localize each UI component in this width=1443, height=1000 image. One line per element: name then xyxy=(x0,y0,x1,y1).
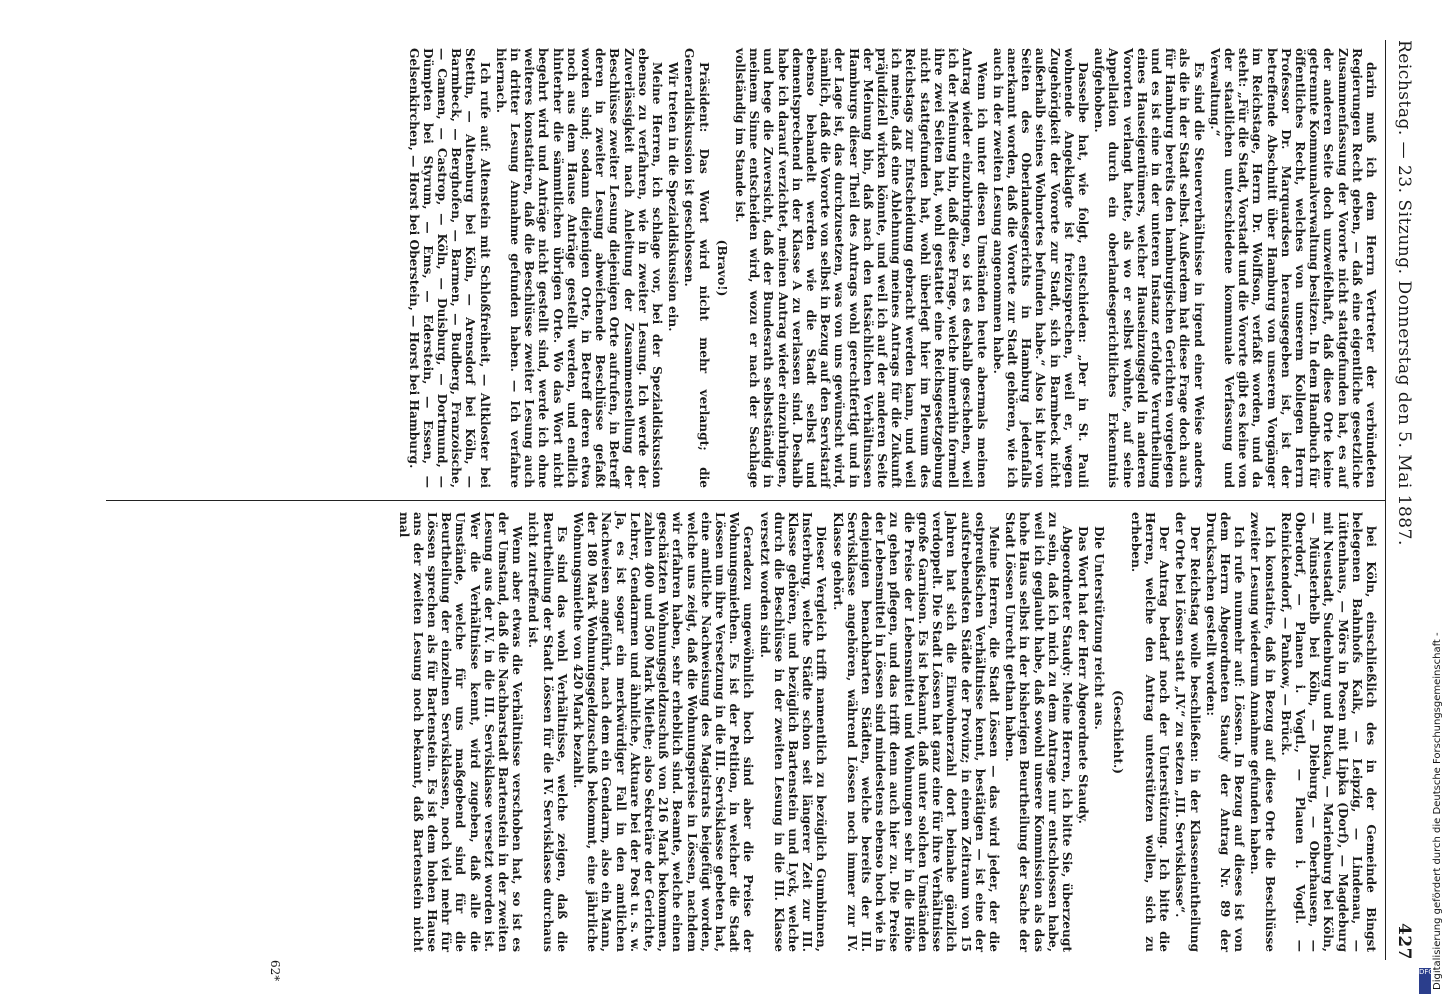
paragraph: Wenn aber etwas die Verhältnisse verschoben hat, so ist es der Umstand, daß die Nachbarstadt Bartenstein in der zweiten Lesung aus der IV. in die III. Servisklasse versetzt worden ist. Wer die Verhältnisse kennt, wird zugeben, daß alle die Umstände, welche für uns maßgebend sind für die Beurtheilung der einzelnen Servisklassen, noch viel mehr für Lössen sprechen als für Bartenstein. Es ist dem hohen Hause ans der zweiten Lesung noch bekannt, daß Bartenstein nicht mal xyxy=(396,512,525,952)
right-column xyxy=(108,512,1378,952)
digitization-note: Digitalisierung gefördert durch die Deutsche Forschungsgemeinschaft - xyxy=(1432,632,1443,990)
page-number: 427 xyxy=(1394,923,1414,960)
paragraph: Es sind die Steuerverhältnisse in irgend einer Weise anders als die in der Stadt selbst. Außerdem hat diese Frage doch auch für Hamburg bereits den hamburgischen Gerichten vorgelegen und es ist eine in der unteren Instanz erfolgte Verurtheilung eines Hauseigentümers, welcher Hauseinzugsgeld in anderen Vororten verlangt hatte, als wo er selbst wohnte, auf seine Appellation durch ein oberlandesgerichtliches Erkenntnis aufgehoben. xyxy=(1092,48,1206,488)
paragraph: Dieser Vergleich trifft namentlich zu bezüglich Gumbinnen, Insterburg, welche Städte schon seit längerer Zeit zur III. Klasse gehören, und bezüglich Bartenstein und Lyck, welche durch die Beschlüsse in der zweiten Lesung in die III. Klasse versetzt worden sind. xyxy=(757,512,829,952)
paragraph: Abgeordneter Staudy: Meine Herren, ich bitte Sie, überzeugt zu sein, daß ich mich zu dem Antrage nur entschlossen habe, weil ich geglaubt habe, daß sowohl unsere Kommission als das hohe Haus selbst in der bisherigen Beurtheilung der Sache der Stadt Lössen Unrecht gethan haben. xyxy=(1003,512,1074,952)
paragraph: Wir treten in die Spezialdiskussion ein. xyxy=(666,62,681,332)
paragraph: Geradezu ungewöhnlich hoch sind aber die Preise der Wohnungsmiethen. Es ist der Petition, in welcher die Stadt Lössen um ihre Versetzung in die III. Servisklasse gebeten hat, eine amtliche Nachweisung des Magistrats beigefügt worden, welche uns zeigt, daß die Wohnungspreise in Lössen, nachdem wir erfahren haben, sehr erheblich sind. Beamte, welche einen geschätzten Wohnungsgeldzuschuß von 216 Mark bekommen, zahlen 400 und 500 Mark Miethe; also Sekretäre der Gerichte, Lehrer, Gendarmen und ähnliche, Aktuare bei der Post u. s. w. Ja, es ist sogar ein merkwürdiger Fall in den amtlichen Nachweisen angeführt, nach dem ein Gendarm, also ein Mann, der 180 Mark Wohnungsgeldzuschuß bekommt, eine jährliche Wohnungsmiethe von 420 Mark bezahlt. xyxy=(571,512,756,952)
paragraph: Ich rufe auf: Altenstein mit Schloßfreiheit, — Altkloster bei Stettin, — Altenburg bei Köln, — Arensdorf bei Köln, — Barmbeck, — Berghofen, — Barmen, — Budberg, Franzoische, — Camen, — Castrop, — Köln, — Duisburg, — Dortmund, — Dümpten bei Styrum, — Ems, — Ederstein, — Essen, — Gelsenkirchen, — Horst bei Oberstein, — Horst bei Hamburg. xyxy=(406,48,492,488)
paragraph: Dasselbe hat, wie folgt, entschieden: „Der in St. Pauli wohnende Angeklagte ist freizusprechen, weil er, wegen Zugehörigkeit der Vororte zur Stadt, sich in Barmbeck nicht außerhalb seines Wohnortes befunden habe.“ Also ist hier von Seiten des Oberlandesgerichts in Hamburg jedenfalls anerkannt worden, daß die Vororte zur Stadt gehören, wie ich auch in der zweiten Lesung angenommen habe. xyxy=(990,48,1090,488)
dfg-logo: DFG xyxy=(1419,968,1431,994)
paragraph: Der Reichstag wolle beschließen: in der Klasseneintheilung der Orte bei Lössen statt „IV.“ zu setzen „III. Servisklasse“. xyxy=(1173,512,1202,952)
signature-mark: 62* xyxy=(268,960,282,982)
column-divider xyxy=(106,500,1386,501)
paragraph: Die Unterstützung reicht aus. xyxy=(1092,526,1107,730)
paragraph: bei Köln, einschließlich des in der Gemeinde Bingst belegenen Bahnhofs Kalk, — Leipzig, — Lindenau, — Lüttenhaus, — Mörs in Posen mit Lipka (Dorf), — Magdeburg mit Neustadt, Sudenburg und Buckau, — Marienburg bei Köln, — Münsterhelb bei Köln, — Dieburg, — Oberhausen, — Oberdorf, — Planen i. Vogtl., — Plauen i. Vogtl. — Reinickendorf, — Pankow, — Brück. xyxy=(1278,512,1378,952)
paragraph: Meine Herren, ich schlage vor, bei der Spezialdiskussion ebenso zu verfahren, wie in zweiter Lesung. Ich werde der Zuverlässigkeit nach Anleitung der Zusammenstellung der Beschlüsse zweiter Lesung diejenigen Orte aufrufen, in Betreff deren in zweiter Lesung abweichende Beschlüsse gefaßt worden sind; sodann diejenigen Orte, in Betreff deren etwa noch aus dem Hause Anträge gestellt werden, und endlich hinterher die sämmtlichen übrigen Orte. Wo das Wort nicht begehrt wird und Anträge nicht gestellt sind, werde ich ohne weiteres konstatiren, daß die Beschlüsse zweiter Lesung auch in dritter Lesung Annahme gefunden haben. — Ich verfahre hiernach. xyxy=(493,48,665,488)
paragraph: Meine Herren, die Stadt Lössen — das wird jeder, der die ostpreußischen Verhältnisse kennt, bestätigen — ist eine der aufstrebendsten Städte der Provinz; in einem Zeitraum von 15 Jahren hat sich die Einwohnerzahl dort beinahe gänzlich verdoppelt. Die Stadt Lössen hat ganz eine für ihre Verhältnisse große Garnison. Es ist bekannt, daß unter solchen Umständen die Preise der Lebensmittel und Wohnungen sehr in die Höhe zu gehen pflegen, und das trifft denn auch hier zu. Die Preise der Lebensmittel in Lössen sind mindestens ebenso hoch wie in denjenigen benachbarten Städten, welche bereits der III. Servisklasse angehören, während Lössen noch immer zur IV. Klasse gehört. xyxy=(830,512,1001,952)
header-title: Reichstag. — 23. Sitzung. Donnerstag den 5. Mai 1887. xyxy=(1394,40,1414,546)
applause-note: (Bravo!) xyxy=(714,239,729,297)
left-column xyxy=(108,48,1378,488)
stage-direction: (Geschieht.) xyxy=(1110,690,1125,774)
paragraph: Wenn ich unter diesen Umständen heute abermals meinen Antrag wieder einzubringen, so ist es deshalb geschehen, weil ich der Meinung bin, daß diese Frage, welche immerhin formell ihre zwei Seiten hat, wohl gestattet eine Reichsgesetzgebung nicht stattgefunden hat, wohl überlegt hier im Plenum des Reichstags zur Entscheidung gebracht werden kann, und weil ich meine, daß eine Ablehnung meines Antrags für die Zukunft präjudiziell wirken könnte, und weil ich auf der anderen Seite der Meinung bin, daß nach den tatsächlichen Verhältnissen Hamburgs dieser Theil des Antrags wohl gerechtfertigt und in der Lage ist, das durchzusetzen, was von uns gewünscht wird, nämlich, daß die Vororte von selbst in Bezug auf den Servistarif ebenso behandelt werden wie die Stadt selbst und dementsprechend in der Klasse A zu verlassen sind. Deshalb habe ich darauf verzichtet, meinen Antrag wieder einzubringen, und hege die Zuversicht, daß der Bundesrath selbstständig in meinem Sinne entscheiden wird, wozu er nach der Sachlage vollständig im Stande ist. xyxy=(733,48,989,488)
digitization-footer xyxy=(1418,0,1443,1000)
paragraph: Ich rufe nunmehr auf: Lössen. In Bezug auf dieses ist von dem Herrn Abgeordneten Staudy der Antrag Nr. 89 der Drucksachen gestellt worden: xyxy=(1203,512,1247,952)
paragraph: Das Wort hat der Herr Abgeordnete Staudy. xyxy=(1076,526,1091,824)
paragraph: Ich konstatire, daß in Bezug auf diese Orte die Beschlüsse zweiter Lesung wiederum Annahme gefunden haben. xyxy=(1248,512,1277,952)
paragraph: Präsident: Das Wort wird nicht mehr verlangt; die Generaldiskussion ist geschlossen. xyxy=(682,48,711,488)
paragraph: Es sind das wohl Verhältnisse, welche zeigen, daß die Beurtheilung der Stadt Lössen für die IV. Servisklasse durchaus nicht zutreffend ist. xyxy=(526,512,569,952)
page-header xyxy=(1390,40,1414,960)
paragraph: darin muß ich dem Herrn Vertreter der verbündeten Regierungen Recht geben, — daß eine eigentliche gesetzliche Zusammenfassung der Vororte nicht stattgefunden hat, es auf der anderen Seite doch unzweifelhaft, daß diese Orte keine getrennte Kommunalverwaltung besitzen. In dem Handbuch für öffentliches Recht, welches von unserem Kollegen Herrn Professor Dr. Marquardsen herausgegeben ist, ist der betreffende Abschnitt über Hamburg von unserem Vorgänger im Reichstage, Herrn Dr. Wolffson, verfaßt worden, und da steht: „Für die Stadt, Vorstadt und die Vororte gibt es keine von der staatlichen unterschiedene kommunale Verfassung und Verwaltung.“ xyxy=(1207,48,1378,488)
paragraph: Der Antrag bedarf noch der Unterstützung. Ich bitte die Herren, welche den Antrag unterstützen wollen, sich zu erheben. xyxy=(1128,512,1172,952)
